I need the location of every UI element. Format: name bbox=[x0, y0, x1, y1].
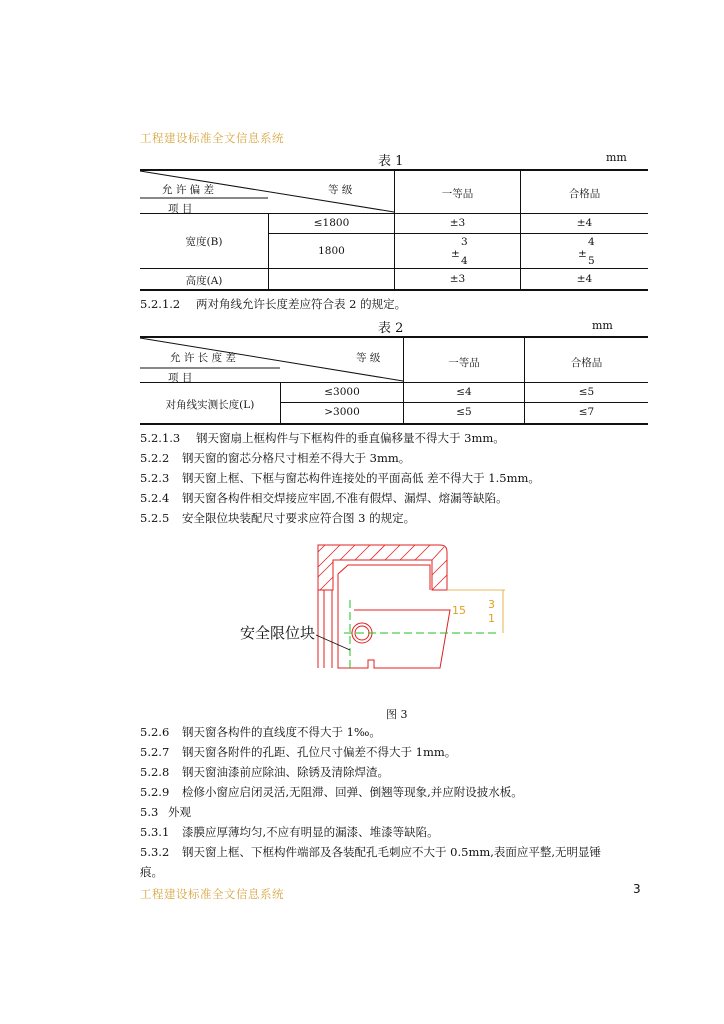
table1-row-width-b-v1-bot: 4 bbox=[461, 255, 468, 267]
para-5-2-1-3: 5.2.1.3 钢天窗扇上框构件与下框构件的垂直偏移量不得大于 3mm。 bbox=[140, 431, 505, 445]
para-5-3-2-tail: 痕。 bbox=[140, 865, 163, 879]
figure-label-safety-block: 安全限位块 bbox=[240, 624, 316, 642]
table2-unit: mm bbox=[592, 319, 613, 332]
para-5-2-7: 5.2.7 钢天窗各附件的孔距、孔位尺寸偏差不得大于 1mm。 bbox=[140, 745, 457, 759]
figure-caption: 图 3 bbox=[386, 708, 408, 721]
para-5-2-5: 5.2.5 安全限位块装配尺寸要求应符合图 3 的规定。 bbox=[140, 511, 416, 525]
table1-header-item: 项 目 bbox=[168, 203, 193, 215]
table2-r1-v2: ≤5 bbox=[578, 386, 595, 398]
table1-pm-2: ± bbox=[578, 248, 587, 260]
para-5-2-2: 5.2.2 钢天窗的窗芯分格尺寸相差不得大于 3mm。 bbox=[140, 451, 411, 465]
section-5-3: 5.3 外观 bbox=[140, 805, 191, 819]
para-5-2-3: 5.2.3 钢天窗上框、下框与窗芯构件连接处的平面高低 差不得大于 1.5mm。 bbox=[140, 471, 540, 485]
figure-dim-3: 3 bbox=[488, 598, 495, 611]
table2-r2-v2: ≤7 bbox=[578, 406, 595, 418]
figure-dim-1: 1 bbox=[488, 612, 495, 625]
table1-row-width-b: 1800 bbox=[318, 245, 345, 257]
table2-r1: ≤3000 bbox=[324, 386, 360, 398]
table1-header-top: 允 许 偏 差 bbox=[162, 184, 215, 196]
table1-col2: 合格品 bbox=[568, 188, 601, 200]
table1-col1: 一等品 bbox=[441, 188, 474, 200]
table1-row-height-v1: ±3 bbox=[449, 273, 466, 285]
para-5-3-1: 5.3.1 漆膜应厚薄均匀,不应有明显的漏漆、堆漆等缺陷。 bbox=[140, 825, 439, 839]
table1-row-width-b-v2-bot: 5 bbox=[588, 255, 595, 267]
table2-col1: 一等品 bbox=[448, 357, 480, 369]
table2-row-label: 对角线实测长度(L) bbox=[165, 399, 255, 411]
table1-row-width-label: 宽度(B) bbox=[185, 236, 223, 248]
table2-r2: >3000 bbox=[324, 406, 360, 418]
table2-header-item: 项 目 bbox=[168, 372, 193, 384]
table1-row-width-b-v2-top: 4 bbox=[588, 236, 595, 248]
table1-row-width-a-v1: ±3 bbox=[449, 217, 466, 229]
table1-row-width-a: ≤1800 bbox=[313, 217, 350, 229]
table2-r2-v1: ≤5 bbox=[456, 406, 472, 418]
para-5-2-9: 5.2.9 检修小窗应启闭灵活,无阻滞、回弹、倒翘等现象,并应附设披水板。 bbox=[140, 785, 523, 799]
table1-caption: 表 1 bbox=[378, 154, 404, 169]
para-5-2-4: 5.2.4 钢天窗各构件相交焊接应牢固,不准有假焊、漏焊、熔漏等缺陷。 bbox=[140, 491, 508, 505]
page-number: 3 bbox=[633, 882, 641, 896]
table1-row-width-b-v1-top: 3 bbox=[461, 236, 468, 248]
table2-caption: 表 2 bbox=[378, 321, 404, 336]
table2-col2: 合格品 bbox=[570, 357, 603, 369]
table1-pm-1: ± bbox=[451, 248, 460, 260]
para-5-2-6: 5.2.6 钢天窗各构件的直线度不得大于 1‰。 bbox=[140, 725, 381, 739]
table1-row-width-a-v2: ±4 bbox=[576, 217, 593, 229]
table2-header-right: 等 级 bbox=[356, 352, 381, 364]
table1-unit: mm bbox=[606, 151, 627, 164]
para-5-3-2: 5.3.2 钢天窗上框、下框构件端部及各装配孔毛刺应不大于 0.5mm,表面应平整,无明显锤 bbox=[140, 845, 602, 859]
table1-row-height-v2: ±4 bbox=[576, 273, 593, 285]
table1-row-height-label: 高度(A) bbox=[185, 275, 223, 287]
table2-r1-v1: ≤4 bbox=[456, 386, 472, 398]
figure-dim-15: 15 bbox=[452, 604, 466, 617]
para-5-2-1-2: 5.2.1.2 两对角线允许长度差应符合表 2 的规定。 bbox=[140, 297, 407, 311]
para-5-2-8: 5.2.8 钢天窗油漆前应除油、除锈及清除焊渣。 bbox=[140, 765, 389, 779]
watermark-header: 工程建设标准全文信息系统 bbox=[140, 131, 284, 145]
watermark-footer: 工程建设标准全文信息系统 bbox=[140, 887, 284, 901]
table2-header-top: 允 许 长 度 差 bbox=[170, 352, 236, 364]
table1-header-right: 等 级 bbox=[328, 184, 353, 196]
